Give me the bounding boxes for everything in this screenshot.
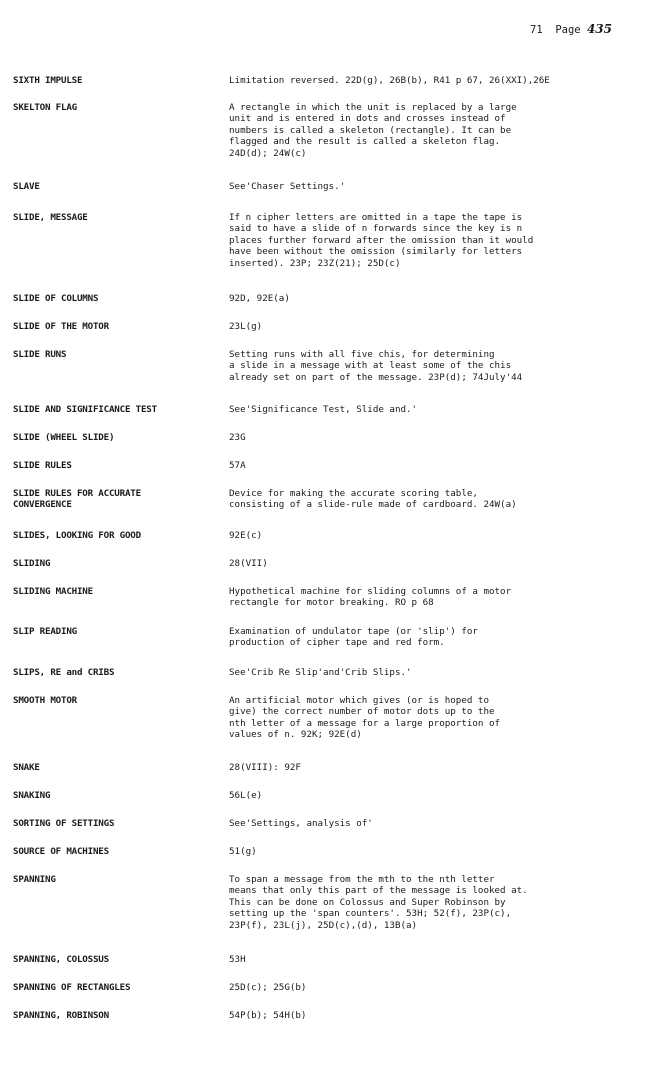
entry-term: SOURCE OF MACHINES <box>13 846 109 857</box>
entry-definition: An artificial motor which gives (or is hoped to give) the correct number of motor dots up to the nth letter of a message for a large proportion of values of n. 92K; 92E(d) <box>229 695 501 741</box>
entry-definition: 54P(b); 54H(b) <box>229 1010 307 1021</box>
entry-term: SPANNING <box>13 874 56 885</box>
entry-term: SLIDES, LOOKING FOR GOOD <box>13 530 141 541</box>
entry-definition: Examination of undulator tape (or 'slip') for production of cipher tape and red form. <box>229 626 478 649</box>
entry-definition: 25D(c); 25G(b) <box>229 982 307 993</box>
entry-definition: 56L(e) <box>229 790 263 801</box>
entry-term: SPANNING, ROBINSON <box>13 1010 109 1021</box>
entry-term: SPANNING OF RECTANGLES <box>13 982 131 993</box>
entry-definition: 28(VII) <box>229 558 268 569</box>
page-label: Page <box>555 24 581 36</box>
entry-definition: 28(VIII): 92F <box>229 762 301 773</box>
entry-definition: To span a message from the mth to the nth letter means that only this part of the message is looked at. This can be done on Colossus and Super Robinson by setting up the 'span counters'. 53H; 52(f), 23P(c), 23P(f), 23L(j), 25D(c),(d), 13B(a) <box>229 874 528 931</box>
page-number: 71 <box>530 24 543 36</box>
entry-definition: 92D, 92E(a) <box>229 293 290 304</box>
entry-term: SLIP READING <box>13 626 77 637</box>
entry-term: SLIDE OF COLUMNS <box>13 293 99 304</box>
entry-definition: 92E(c) <box>229 530 263 541</box>
entry-definition: 23L(g) <box>229 321 263 332</box>
entry-definition: 53H <box>229 954 246 965</box>
entry-definition: A rectangle in which the unit is replaced by a large unit and is entered in dots and crosses instead of numbers is called a skeleton (rectangle). It can be flagged and the result is called a skeleton flag. 24D(d); 24W(c) <box>229 102 517 159</box>
entry-definition: Device for making the accurate scoring table, consisting of a slide-rule made of cardboard. 24W(a) <box>229 488 517 511</box>
entry-definition: See'Settings, analysis of' <box>229 818 373 829</box>
entry-definition: 23G <box>229 432 246 443</box>
entry-definition: See'Significance Test, Slide and.' <box>229 404 418 415</box>
entry-term: SORTING OF SETTINGS <box>13 818 115 829</box>
entry-term: SLIDE RUNS <box>13 349 67 360</box>
entry-definition: See'Crib Re Slip'and'Crib Slips.' <box>229 667 412 678</box>
entry-term: SLIDE RULES <box>13 460 72 471</box>
entry-definition: See'Chaser Settings.' <box>229 181 346 192</box>
entry-definition: If n cipher letters are omitted in a tape the tape is said to have a slide of n forwards since the key is n places further forward after the omission than it would have been without the omission (similarly for letters inserted). 23P; 23Z(21); 25D(c) <box>229 212 534 269</box>
entry-term: SKELTON FLAG <box>13 102 77 113</box>
entry-term: SIXTH IMPULSE <box>13 75 83 86</box>
entry-term: SMOOTH MOTOR <box>13 695 77 706</box>
entry-term: SLIDE AND SIGNIFICANCE TEST <box>13 404 157 415</box>
entry-term: SLIDING <box>13 558 51 569</box>
entry-definition: 57A <box>229 460 246 471</box>
entry-term: SLAVE <box>13 181 40 192</box>
entry-term: SNAKE <box>13 762 40 773</box>
handwritten-page-number: 435 <box>586 22 612 36</box>
entry-term: SPANNING, COLOSSUS <box>13 954 109 965</box>
entry-definition: 51(g) <box>229 846 257 857</box>
entry-definition: Limitation reversed. 22D(g), 26B(b), R41 p 67, 26(XXI),26E <box>229 75 550 86</box>
entry-term: SLIDE (WHEEL SLIDE) <box>13 432 115 443</box>
entry-definition: Hypothetical machine for sliding columns of a motor rectangle for motor breaking. RO p 68 <box>229 586 512 609</box>
entry-definition: Setting runs with all five chis, for determining a slide in a message with at least some of the chis already set on part of the message. 23P(d); 74July'44 <box>229 349 523 383</box>
entry-term: SNAKING <box>13 790 51 801</box>
page-header <box>530 22 612 36</box>
entry-term: SLIDE RULES FOR ACCURATE CONVERGENCE <box>13 488 141 511</box>
entry-term: SLIDE OF THE MOTOR <box>13 321 109 332</box>
entry-term: SLIDING MACHINE <box>13 586 93 597</box>
entry-term: SLIDE, MESSAGE <box>13 212 88 223</box>
entry-term: SLIPS, RE and CRIBS <box>13 667 115 678</box>
